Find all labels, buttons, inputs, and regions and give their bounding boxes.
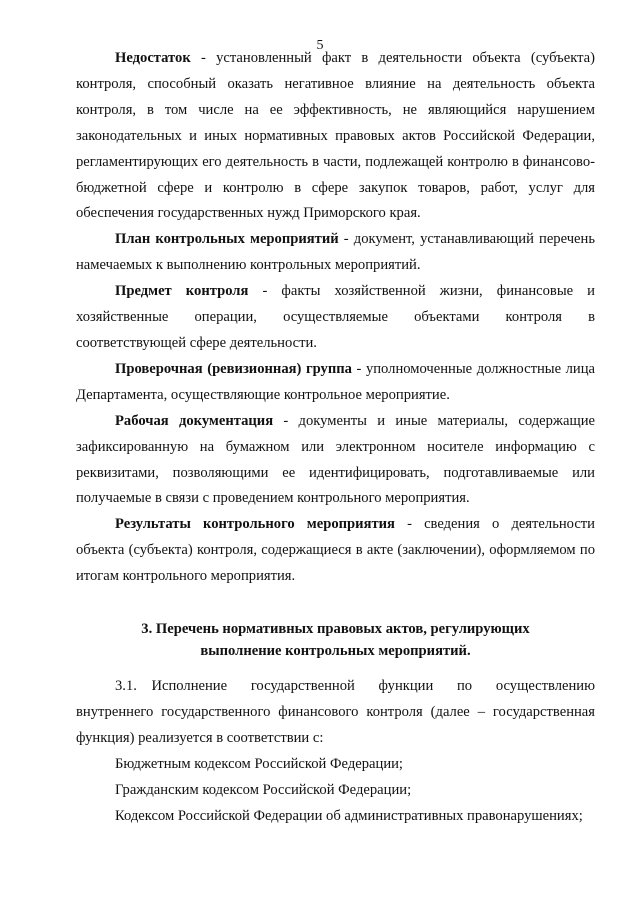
definition-term: Предмет контроля <box>115 283 249 300</box>
definition-term: План контрольных мероприятий <box>115 231 339 248</box>
section-heading-line-1: 3. Перечень нормативных правовых актов, регулирующих <box>141 621 530 638</box>
definition-text: - документы и иные материалы, содержащие зафиксированную на бумажном или электронном носителе информацию с реквизитами, позволяющими ее идентифицировать, подготавливаемые или получаемые в связи с проведением контрольного мероприятия. <box>76 412 595 507</box>
section-heading-line-2: выполнение контрольных мероприятий. <box>200 642 471 659</box>
definition-text: - документ, устанавливающий перечень намечаемых к выполнению контрольных мероприятий. <box>76 231 595 274</box>
definition-paragraph-gruppa <box>76 357 595 409</box>
document-body <box>76 46 595 829</box>
definition-term: Проверочная (ревизионная) группа <box>115 360 352 377</box>
page-number: 5 <box>316 38 324 53</box>
definition-paragraph-dokumentaciya <box>76 409 595 513</box>
paragraph-civil-code: Гражданским кодексом Российской Федерации; <box>115 781 412 798</box>
definition-paragraph-predmet <box>76 279 595 357</box>
definition-paragraph-plan <box>76 227 595 279</box>
section-heading <box>76 619 595 662</box>
definition-paragraph-rezultaty <box>76 512 595 590</box>
definition-paragraph-nedostatok <box>76 46 595 227</box>
definition-term: Результаты контрольного мероприятия <box>115 516 395 533</box>
definition-text: - сведения о деятельности объекта (субъекта) контроля, содержащиеся в акте (заключении), оформляемом по итогам контрольного мероприятия. <box>76 516 595 585</box>
definition-text: - установленный факт в деятельности объекта (субъекта) контроля, способный оказать негативное влияние на деятельность объекта контроля, в том числе на ее эффективность, не являющийся нарушением законодательных и иных нормативных правовых актов Российской Федерации, регламентирующих его деятельность в части, подлежащей контролю в финансово-бюджетной сфере и контролю в сфере закупок товаров, работ, услуг для обеспечения государственных нужд Приморского края. <box>76 50 595 222</box>
definition-text: - уполномоченные должностные лица Департамента, осуществляющие контрольное мероприятие. <box>76 360 595 403</box>
definition-term: Недостаток <box>115 50 191 66</box>
paragraph-3-1: 3.1. Исполнение государственной функции по осуществлению внутреннего государственного финансового контроля (далее – государственная функция) реализуется в соответствии с: <box>76 678 595 746</box>
definition-text: - факты хозяйственной жизни, финансовые и хозяйственные операции, осуществляемые объектами контроля в соответствующей сфере деятельности. <box>76 283 595 351</box>
paragraph-admin-code: Кодексом Российской Федерации об административных правонарушениях; <box>115 807 583 824</box>
paragraph-budget-code: Бюджетным кодексом Российской Федерации; <box>115 755 403 772</box>
definition-term: Рабочая документация <box>115 412 274 429</box>
